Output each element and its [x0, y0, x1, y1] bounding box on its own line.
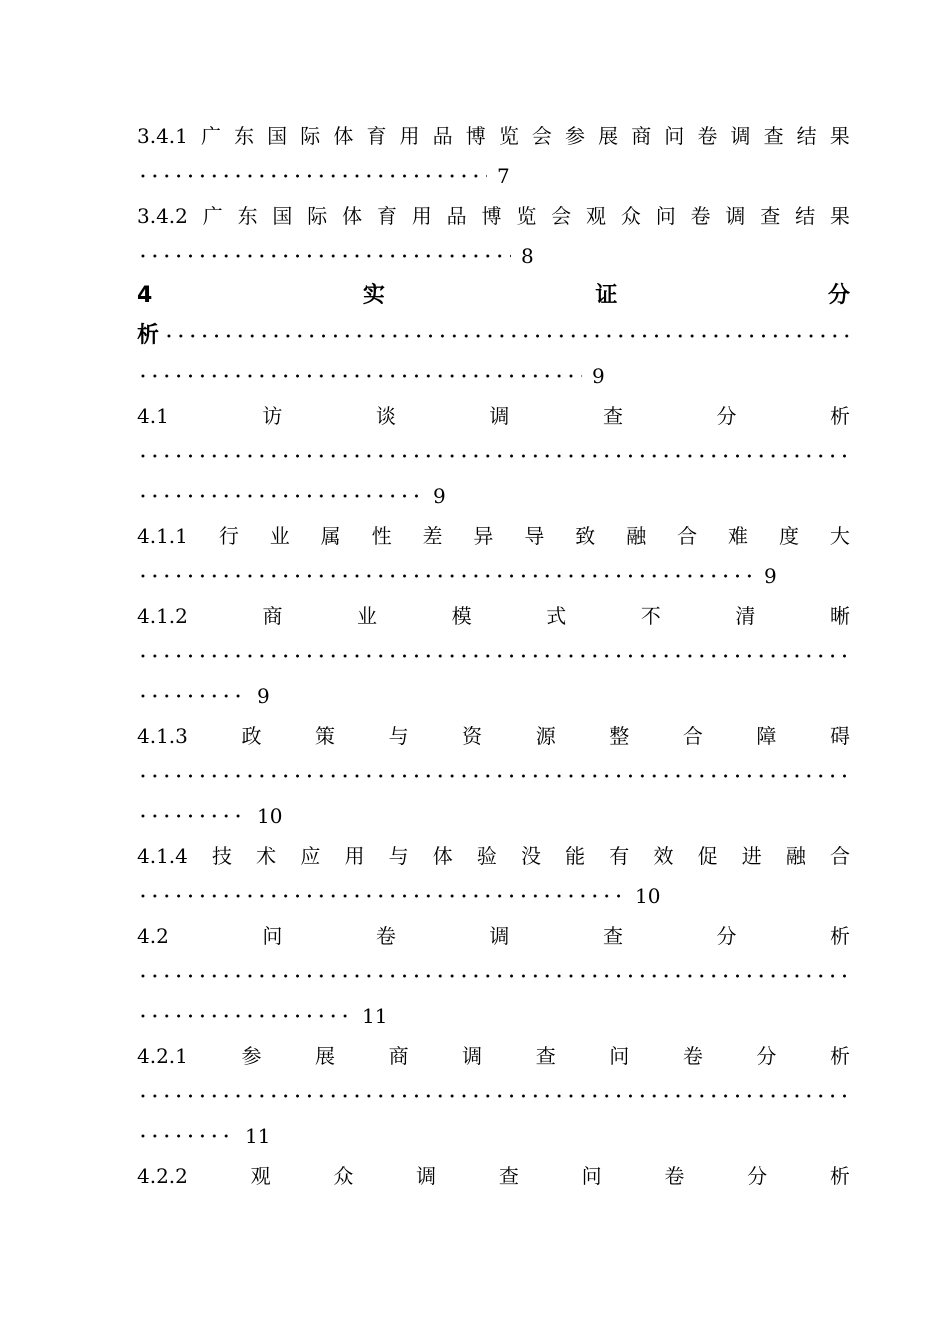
toc-entry-4-1[interactable]	[137, 402, 850, 430]
title-char: 差	[422, 524, 443, 548]
title-char: 整	[609, 724, 630, 748]
title-char: 析	[830, 924, 850, 948]
section-number: 3.4.1	[137, 124, 188, 148]
toc-leader-4a	[137, 322, 850, 350]
title-char: 与	[388, 724, 409, 748]
title-char: 调	[416, 1164, 437, 1188]
title-char: 参	[241, 1044, 262, 1068]
toc-leader-4-2b	[137, 1002, 850, 1030]
title-char: 分	[716, 924, 737, 948]
title-char: 育	[366, 124, 387, 148]
toc-leader-4-1-4	[137, 882, 850, 910]
title-char: 与	[388, 844, 409, 868]
toc-leader-4-1-1	[137, 562, 850, 590]
page-number: 11	[245, 1124, 271, 1148]
title-char: 览	[516, 204, 537, 228]
title-char: 用	[399, 124, 420, 148]
title-char: 技	[212, 844, 233, 868]
title-char: 问	[581, 1164, 602, 1188]
title-char: 结	[795, 204, 816, 228]
toc-entry-4-2-1[interactable]	[137, 1042, 850, 1070]
title-char: 众	[620, 204, 641, 228]
toc-leader-4-1-2a	[137, 642, 850, 670]
title-char: 体	[333, 124, 354, 148]
section-number: 4.1.1	[137, 524, 188, 548]
title-char: 访	[262, 404, 283, 428]
toc-entry-3-4-2[interactable]	[137, 202, 850, 230]
title-char: 促	[697, 844, 718, 868]
toc-leader-4b	[137, 362, 850, 390]
title-char: 调	[489, 924, 510, 948]
title-char: 式	[546, 604, 567, 628]
title-char: 源	[535, 724, 556, 748]
title-char: 品	[446, 204, 467, 228]
title-char: 观	[250, 1164, 271, 1188]
title-char: 效	[653, 844, 674, 868]
toc-entry-4[interactable]	[137, 282, 850, 310]
title-char: 博	[465, 124, 486, 148]
title-char: 应	[300, 844, 321, 868]
title-char: 证	[595, 283, 618, 308]
title-char: 东	[237, 204, 258, 228]
title-char: 博	[481, 204, 502, 228]
title-char: 育	[376, 204, 397, 228]
section-number: 4.2.2	[137, 1164, 188, 1188]
toc-entry-4-2[interactable]	[137, 922, 850, 950]
page-number: 9	[433, 484, 446, 508]
page-number: 9	[764, 564, 777, 588]
section-number: 4.2.1	[137, 1044, 188, 1068]
page-number: 7	[497, 164, 510, 188]
toc-leader-4-2-1b	[137, 1122, 850, 1150]
title-char: 验	[476, 844, 497, 868]
title-char: 查	[498, 1164, 519, 1188]
title-char: 会	[531, 124, 552, 148]
title-char: 查	[602, 404, 623, 428]
toc-entry-4-1-2[interactable]	[137, 602, 850, 630]
title-char: 难	[728, 524, 749, 548]
toc-leader-4-1b	[137, 482, 850, 510]
title-char: 国	[272, 204, 293, 228]
toc-entry-4-1-4[interactable]	[137, 842, 850, 870]
toc-entry-4-1-3[interactable]	[137, 722, 850, 750]
toc-leader-4-1a	[137, 442, 850, 470]
title-char: 致	[575, 524, 596, 548]
title-char: 果	[829, 204, 850, 228]
section-number: 4.1.2	[137, 604, 188, 628]
page-number: 8	[521, 244, 534, 268]
title-char: 卷	[697, 124, 718, 148]
toc-leader-3-4-1	[137, 162, 850, 190]
title-char: 合	[682, 724, 703, 748]
title-char: 结	[796, 124, 817, 148]
title-char: 观	[586, 204, 607, 228]
title-char: 晰	[829, 604, 850, 628]
title-char: 广	[202, 204, 223, 228]
title-char: 问	[664, 124, 685, 148]
title-char: 品	[432, 124, 453, 148]
toc-leader-4-1-2b	[137, 682, 850, 710]
title-char: 析	[829, 1164, 850, 1188]
title-char: 众	[333, 1164, 354, 1188]
title-char: 行	[218, 524, 239, 548]
toc-entry-4-2-2[interactable]	[137, 1162, 850, 1190]
title-char: 用	[344, 844, 365, 868]
title-char: 际	[300, 124, 321, 148]
page-number: 11	[362, 1004, 388, 1028]
title-char: 会	[551, 204, 572, 228]
title-char: 模	[451, 604, 472, 628]
title-char: 查	[602, 924, 623, 948]
title-char: 卷	[375, 924, 396, 948]
title-char: 融	[626, 524, 647, 548]
title-char: 分	[827, 283, 850, 308]
title-char: 问	[262, 924, 283, 948]
section-number: 4.1	[137, 404, 169, 428]
title-char: 分	[716, 404, 737, 428]
title-char: 查	[763, 124, 784, 148]
title-char: 没	[521, 844, 542, 868]
title-char: 商	[262, 604, 283, 628]
title-char: 碍	[829, 724, 850, 748]
title-char: 障	[756, 724, 777, 748]
title-char: 用	[411, 204, 432, 228]
toc-leader-4-2a	[137, 962, 850, 990]
title-char: 清	[735, 604, 756, 628]
title-char: 合	[677, 524, 698, 548]
title-char: 商	[388, 1044, 409, 1068]
title-char: 问	[609, 1044, 630, 1068]
title-char: 调	[730, 124, 751, 148]
section-number: 4.2	[137, 924, 169, 948]
toc-leader-4-1-3b	[137, 802, 850, 830]
section-number: 4.1.3	[137, 724, 188, 748]
title-char: 卷	[682, 1044, 703, 1068]
toc-entry-4-tail: 析	[137, 323, 160, 348]
title-char: 政	[241, 724, 262, 748]
title-char: 东	[234, 124, 255, 148]
title-char: 卷	[664, 1164, 685, 1188]
title-char: 资	[462, 724, 483, 748]
title-char: 卷	[690, 204, 711, 228]
title-char: 分	[747, 1164, 768, 1188]
title-char: 进	[741, 844, 762, 868]
toc-leader-4-1-3a	[137, 762, 850, 790]
title-char: 属	[320, 524, 341, 548]
title-char: 性	[371, 524, 392, 548]
title-char: 大	[829, 524, 850, 548]
toc-entry-4-1-1[interactable]	[137, 522, 850, 550]
title-char: 策	[315, 724, 336, 748]
page-number: 9	[592, 364, 605, 388]
title-char: 体	[432, 844, 453, 868]
title-char: 实	[362, 283, 385, 308]
page-number: 10	[257, 804, 283, 828]
title-char: 不	[640, 604, 661, 628]
title-char: 问	[655, 204, 676, 228]
title-char: 导	[524, 524, 545, 548]
title-char: 谈	[375, 404, 396, 428]
title-char: 查	[760, 204, 781, 228]
title-char: 有	[609, 844, 630, 868]
title-char: 览	[498, 124, 519, 148]
title-char: 调	[462, 1044, 483, 1068]
title-char: 商	[631, 124, 652, 148]
title-char: 异	[473, 524, 494, 548]
page-number: 9	[257, 684, 270, 708]
title-char: 查	[535, 1044, 556, 1068]
section-number: 3.4.2	[137, 204, 188, 228]
title-char: 广	[200, 124, 221, 148]
title-char: 调	[489, 404, 510, 428]
toc-leader-4-2-1a	[137, 1082, 850, 1110]
title-char: 际	[307, 204, 328, 228]
title-char: 度	[778, 524, 799, 548]
title-char: 国	[267, 124, 288, 148]
toc-entry-3-4-1[interactable]	[137, 122, 850, 150]
section-number: 4	[137, 283, 153, 308]
title-char: 展	[315, 1044, 336, 1068]
section-number: 4.1.4	[137, 844, 188, 868]
title-char: 调	[725, 204, 746, 228]
title-char: 能	[565, 844, 586, 868]
title-char: 分	[756, 1044, 777, 1068]
title-char: 展	[598, 124, 619, 148]
page-number: 10	[635, 884, 661, 908]
title-char: 融	[785, 844, 806, 868]
title-char: 业	[269, 524, 290, 548]
title-char: 析	[830, 404, 850, 428]
title-char: 析	[829, 1044, 850, 1068]
title-char: 体	[342, 204, 363, 228]
toc-leader-3-4-2	[137, 242, 850, 270]
title-char: 参	[565, 124, 586, 148]
title-char: 术	[256, 844, 277, 868]
title-char: 合	[830, 844, 850, 868]
title-char: 果	[829, 124, 850, 148]
title-char: 业	[357, 604, 378, 628]
